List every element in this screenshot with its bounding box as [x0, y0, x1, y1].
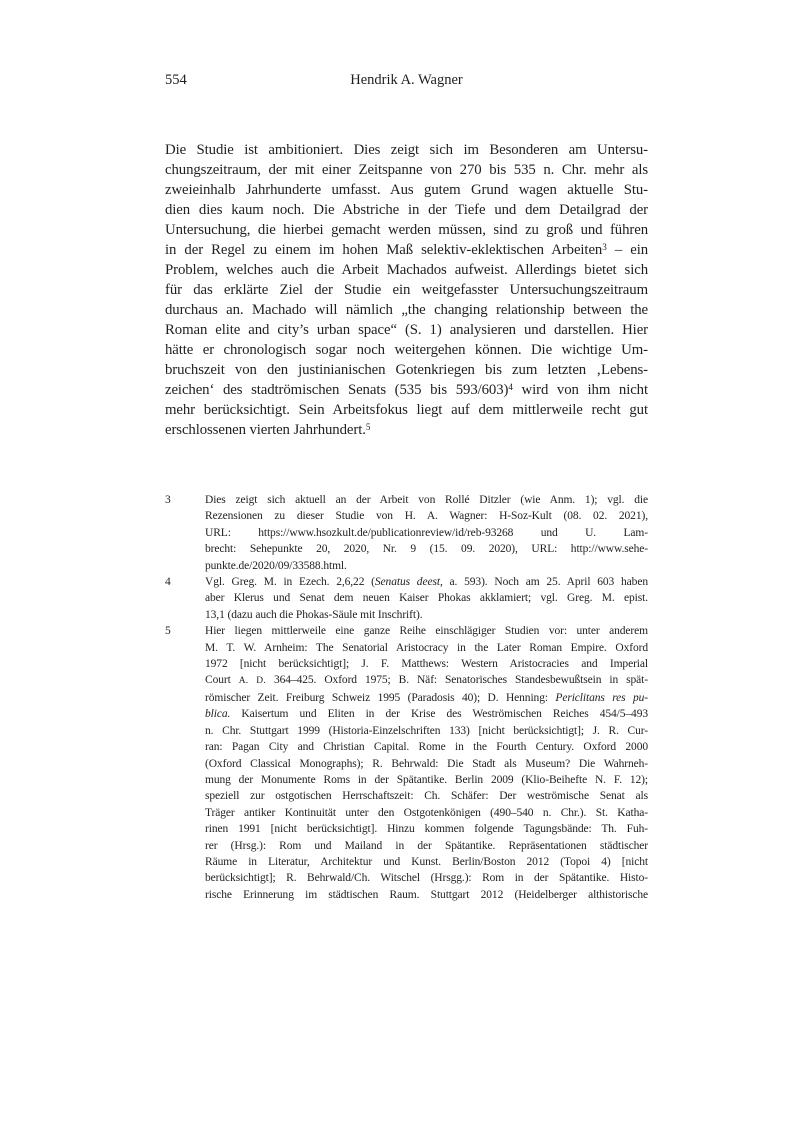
text-segment: Hier liegen mittlerweile eine ganze Reihe einschlägiger Studien vor: unter anderem	[205, 625, 648, 638]
text-segment: rinen 1991 [nicht berücksichtigt]. Hinzu kommen folgende Tagungsbände: Th. Fuh-	[205, 823, 648, 836]
text-segment: brecht: Sehepunkte 20, 2020, Nr. 9 (15. 09. 2020), URL: http://www.sehe-	[205, 543, 648, 556]
text-segment: bruchszeit von den justinianischen Gotenkriegen bis zum letzten ‚Lebens-	[165, 362, 648, 378]
text-segment: mung der Monumente Roms in der Spätantike. Berlin 2009 (Klio-Beihefte N. F. 12);	[205, 773, 648, 786]
text-line	[205, 672, 648, 689]
text-line	[205, 623, 648, 639]
text-line	[205, 838, 648, 854]
text-segment: 1972 [nicht berücksichtigt]; J. F. Matthews: Western Aristocracies and Imperial	[205, 658, 648, 671]
text-segment: – ein	[606, 242, 649, 258]
text-segment: aber Klerus und Senat dem neuen Kaiser Phokas akklamiert; vgl. Greg. M. epist.	[205, 592, 648, 605]
text-line	[165, 260, 648, 280]
footnote-number: 3	[165, 494, 171, 506]
text-line	[205, 870, 648, 886]
text-line	[165, 300, 648, 320]
text-segment: rische Erinnerung im städtischen Raum. Stuttgart 2012 (Heidelberger althistorische	[205, 888, 648, 901]
text-line	[165, 280, 648, 300]
page-header	[165, 72, 648, 92]
text-line	[165, 220, 648, 240]
text-line	[205, 541, 648, 557]
text-line	[205, 558, 648, 574]
text-line	[165, 160, 648, 180]
text-line	[205, 525, 648, 541]
text-line	[205, 706, 648, 722]
footnote	[165, 623, 648, 903]
footnotes-section	[165, 492, 648, 903]
footnote	[165, 574, 648, 623]
text-segment: Träger antiker Kontinuität unter den Ostgotenkönigen (490–540 n. Chr.). St. Katha-	[205, 806, 648, 819]
body-paragraph	[165, 140, 648, 440]
text-line	[165, 140, 648, 160]
text-segment: rer (Hrsg.): Rom und Mailand in der Spätantike. Repräsentationen städtischer	[205, 839, 648, 852]
text-line	[205, 607, 648, 623]
text-segment: Periclitans res pu-	[555, 691, 649, 704]
footnote-reference: 4	[508, 381, 513, 392]
text-segment: Problem, welches auch die Arbeit Machados aufweist. Allerdings bietet sich	[165, 262, 648, 278]
text-segment: 364–425. Oxford 1975; B. Näf: Senatorisches Standesbewußtsein in spät-	[266, 674, 648, 687]
text-segment: erschlossenen vierten Jahrhundert.	[165, 422, 366, 438]
text-segment: Vgl. Greg. M. in Ezech. 2,6,22 (	[205, 576, 375, 589]
text-segment: durchaus an. Machado will nämlich „the changing relationship between the	[165, 302, 648, 318]
text-line	[205, 590, 648, 606]
text-segment: zeichen‘ des stadtrömischen Senats (535 bis 593/603)	[165, 382, 509, 398]
text-line	[165, 200, 648, 220]
text-segment: Court	[205, 674, 239, 687]
text-line	[165, 420, 648, 440]
text-line	[205, 574, 648, 590]
text-segment: Kaisertum und Eliten in der Krise des Weströmischen Reiches 454/5–493	[230, 708, 648, 721]
running-head: Hendrik A. Wagner	[350, 72, 463, 88]
text-segment: M. T. W. Arnheim: The Senatorial Aristocracy in the Later Roman Empire. Oxford	[205, 641, 648, 654]
text-segment: in der Regel zu einem im hohen Maß selektiv-eklektischen Arbeiten	[165, 242, 603, 258]
text-segment: speziell zur ostgotischen Herrschaftszeit: Ch. Schäfer: Der weströmische Senat als	[205, 790, 648, 803]
footnote-text	[205, 623, 648, 903]
text-line	[205, 656, 648, 672]
text-line	[165, 180, 648, 200]
text-segment: mehr berücksichtigt. Sein Arbeitsfokus liegt auf dem mittlerweile recht gut	[165, 402, 648, 418]
text-segment: Rezensionen zu dieser Studie von H. A. Wagner: H-Soz-Kult (08. 02. 2021),	[205, 510, 648, 523]
page-number: 554	[165, 72, 187, 88]
text-line	[205, 821, 648, 837]
text-segment: Roman elite and city’s urban space“ (S. 1) analysieren und darstellen. Hier	[165, 322, 648, 338]
text-line	[165, 320, 648, 340]
text-segment: A. D.	[238, 676, 267, 687]
text-segment: blica.	[205, 708, 231, 721]
text-line	[205, 772, 648, 788]
footnote-reference: 5	[365, 421, 371, 432]
footnote-number: 4	[165, 576, 171, 589]
text-segment: Die Studie ist ambitioniert. Dies zeigt sich im Besonderen am Untersu-	[165, 142, 648, 158]
text-segment: Senatus deest	[374, 576, 440, 589]
text-line	[205, 723, 648, 739]
text-line	[205, 739, 648, 755]
text-segment: chungszeitraum, der mit einer Zeitspanne von 270 bis 535 n. Chr. mehr als	[165, 162, 648, 178]
text-segment: 13,1 (dazu auch die Phokas-Säule mit Inschrift).	[205, 608, 423, 621]
footnote-text	[205, 492, 648, 574]
text-line	[165, 400, 648, 420]
text-segment: wird von ihm nicht	[512, 382, 648, 398]
text-segment: URL: https://www.hsozkult.de/publicationreview/id/reb-93268 und U. Lam-	[205, 526, 648, 539]
footnote-reference: 3	[602, 241, 607, 252]
text-segment: Dies zeigt sich aktuell an der Arbeit von Rollé Ditzler (wie Anm. 1); vgl. die	[205, 494, 648, 506]
text-line	[205, 640, 648, 656]
text-line	[165, 340, 648, 360]
text-segment: (Oxford Classical Monographs); R. Behrwald: Die Stadt als Museum? Die Wahrneh-	[205, 757, 648, 770]
text-segment: römischer Zeit. Freiburg Schweiz 1995 (Paradosis 40); D. Henning:	[205, 691, 556, 704]
text-line	[205, 690, 648, 706]
text-segment: ran: Pagan City and Christian Capital. Rome in the Fourth Century. Oxford 2000	[205, 741, 648, 754]
footnote-number: 5	[165, 625, 171, 638]
text-segment: punkte.de/2020/09/33588.html.	[205, 559, 347, 572]
text-segment: hätte er chronologisch sogar noch weitergehen können. Die wichtige Um-	[165, 342, 648, 358]
text-segment: berücksichtigt]; R. Behrwald/Ch. Witschel (Hrsgg.): Rom in der Spätantike. Histo-	[205, 872, 648, 885]
text-line	[205, 788, 648, 804]
text-line	[205, 756, 648, 772]
text-segment: Untersuchung, die hierbei gemacht werden müssen, sind zu groß und führen	[165, 222, 648, 238]
text-line	[165, 240, 648, 260]
footnote-text	[205, 574, 648, 623]
text-segment: Räume in Literatur, Architektur und Kunst. Berlin/Boston 2012 (Topoi 4) [nicht	[205, 855, 648, 868]
footnote	[165, 492, 648, 574]
text-segment: für das erklärte Ziel der Studie ein weitgefasster Untersuchungszeitraum	[165, 282, 648, 298]
text-line	[165, 380, 648, 400]
text-segment: , a. 593). Noch am 25. April 603 haben	[439, 576, 648, 589]
text-segment: n. Chr. Stuttgart 1999 (Historia-Einzelschriften 133) [nicht berücksichtigt]; J. R. Cur-	[205, 724, 648, 737]
text-segment: zweieinhalb Jahrhunderte umfasst. Aus gutem Grund wagen aktuelle Stu-	[165, 182, 648, 198]
text-line	[205, 854, 648, 870]
text-line	[205, 805, 648, 821]
text-line	[205, 492, 648, 508]
text-line	[205, 508, 648, 524]
text-line	[165, 360, 648, 380]
text-segment: dien dies kaum noch. Die Abstriche in der Tiefe und dem Detailgrad der	[165, 202, 648, 218]
text-line	[205, 887, 648, 903]
